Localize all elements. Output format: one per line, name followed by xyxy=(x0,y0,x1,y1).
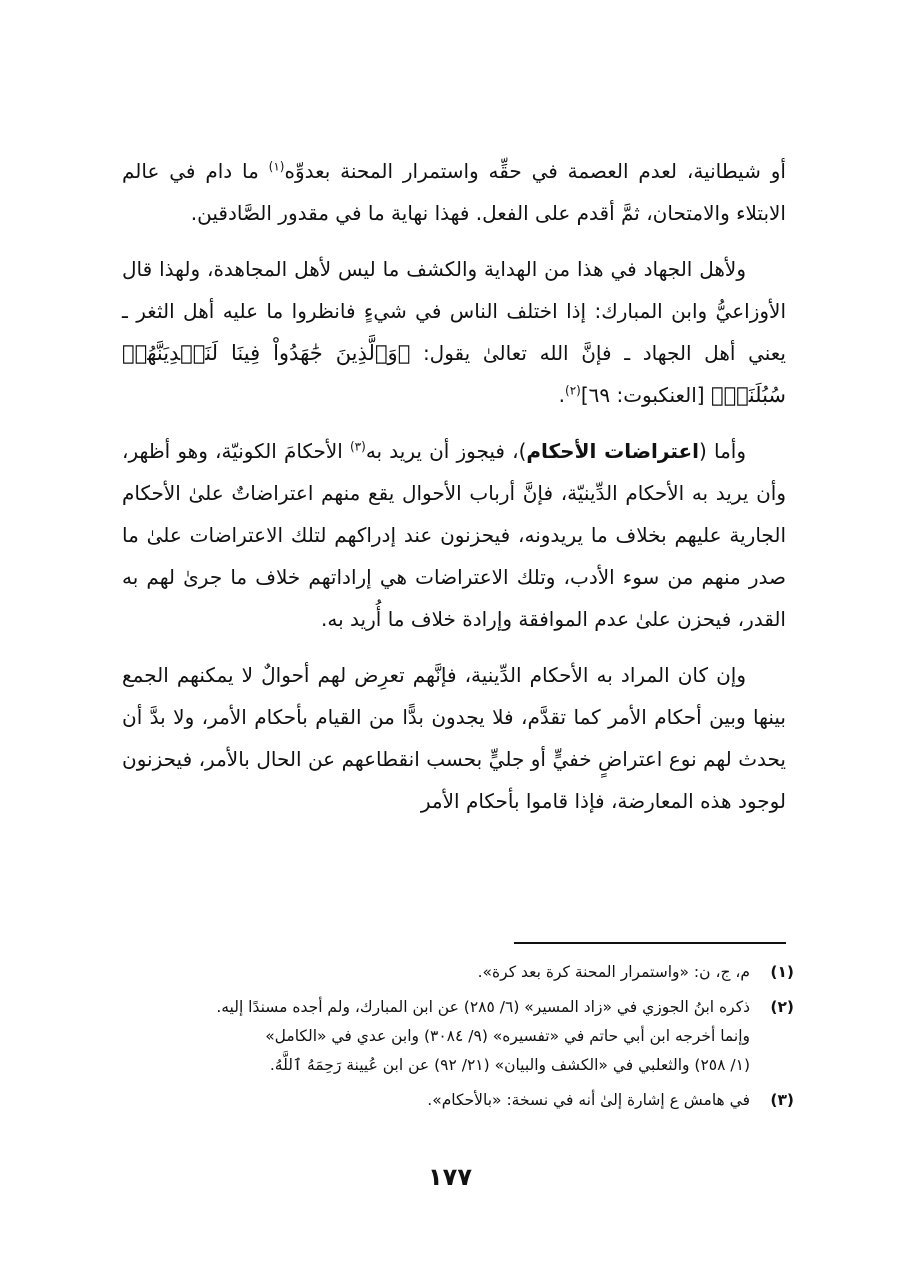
footnote-1 xyxy=(122,958,794,987)
footnote-3 xyxy=(122,1086,794,1115)
page-number: ١٧٧ xyxy=(428,1163,472,1191)
footnote-line: ذكره ابنُ الجوزي في «زاد المسير» (٦/ ٢٨٥) عن ابن المبارك، ولم أجده مسندًا إليه. xyxy=(216,998,750,1016)
footnote-ref-2[interactable]: (٢) xyxy=(565,383,581,398)
paragraph-3-text-a: وأما ( xyxy=(699,439,746,463)
paragraph-2 xyxy=(122,248,786,416)
paragraph-1 xyxy=(122,150,786,234)
footnote-number: (٢) xyxy=(770,998,794,1016)
quran-verse: ﴿وَٱلَّذِينَ جَٰهَدُواْ فِينَا لَنَهۡدِيَنَّهُمۡ سُبُلَنَاۚ﴾ xyxy=(122,341,786,407)
footnote-ref-1[interactable]: (١) xyxy=(268,159,285,174)
footnote-line: في هامش ع إشارة إلىٰ أنه في نسخة: «بالأحكام». xyxy=(427,1091,750,1109)
paragraph-4 xyxy=(122,654,786,822)
footnote-line: (١/ ٢٥٨) والثعلبي في «الكشف والبيان» (٢١/ ٩٢) عن ابن عُيينة رَحِمَهُ ٱللَّهُ. xyxy=(269,1056,750,1074)
footnote-line: م، ج، ن: «واستمرار المحنة كرة بعد كرة». xyxy=(477,963,750,981)
footnote-ref-3[interactable]: (٣) xyxy=(349,439,366,454)
paragraph-3-text-c: الأحكامَ الكونيّة، وهو أظهر، وأن يريد به الأحكام الدِّينيّة، فإنَّ أرباب الأحوال يقع منهم اعتراضاتٌ علىٰ الأحكام الجارية عليهم بخلاف ما يريدونه، فيحزنون عند إدراكهم لتلك الاعتراضات علىٰ ما صدر منهم من سوء الأدب، وتلك الاعتراضات هي إراداتهم خلاف ما جرىٰ لهم به القدر، فيحزن علىٰ عدم الموافقة وإرادة خلاف ما أُريد به. xyxy=(122,439,786,631)
bold-term: اعتراضات الأحكام xyxy=(526,439,700,463)
quran-citation: [العنكبوت: ٦٩] xyxy=(580,383,711,407)
footnote-line: وإنما أخرجه ابن أبي حاتم في «تفسيره» (٩/ ٣٠٨٤) وابن عدي في «الكامل» xyxy=(265,1027,750,1045)
footnotes xyxy=(122,958,794,1121)
footnote-body xyxy=(122,958,750,987)
footnote-body xyxy=(122,1086,750,1115)
paragraph-4-text: وإن كان المراد به الأحكام الدِّينية، فإنَّهم تعرِض لهم أحوالٌ لا يمكنهم الجمع بينها وبين أحكام الأمر كما تقدَّم، فلا يجدون بدًّا من القيام بأحكام الأمر، ولا بدَّ أن يحدث لهم نوع اعتراضٍ خفيٍّ أو جليٍّ بحسب انقطاعهم عن الحال بالأمر، فيحزنون لوجود هذه المعارضة، فإذا قاموا بأحكام الأمر xyxy=(122,663,786,813)
footnote-separator xyxy=(514,942,786,944)
paragraph-3 xyxy=(122,430,786,640)
footnote-2 xyxy=(122,993,794,1080)
main-text xyxy=(122,150,786,836)
paragraph-1-text-b: ما دام في عالم الابتلاء والامتحان، ثمَّ أقدم على الفعل. فهذا نهاية ما في مقدور الصَّادقين. xyxy=(122,159,786,225)
paragraph-2-end: . xyxy=(558,383,565,407)
paragraph-2-text: ولأهل الجهاد في هذا من الهداية والكشف ما ليس لأهل المجاهدة، ولهذا قال الأوزاعيُّ وابن المبارك: إذا اختلف الناس في شيءٍ فانظروا ما عليه أهل الثغر ـ يعني أهل الجهاد ـ فإنَّ الله تعالىٰ يقول: xyxy=(122,257,786,365)
footnote-body xyxy=(122,993,750,1080)
paragraph-3-text-b: )، فيجوز أن يريد به xyxy=(365,439,527,463)
paragraph-1-text-a: أو شيطانية، لعدم العصمة في حقِّه واستمرار المحنة بعدوِّه xyxy=(284,159,786,183)
footnote-number: (٣) xyxy=(770,1091,794,1109)
footnote-number: (١) xyxy=(770,963,794,981)
